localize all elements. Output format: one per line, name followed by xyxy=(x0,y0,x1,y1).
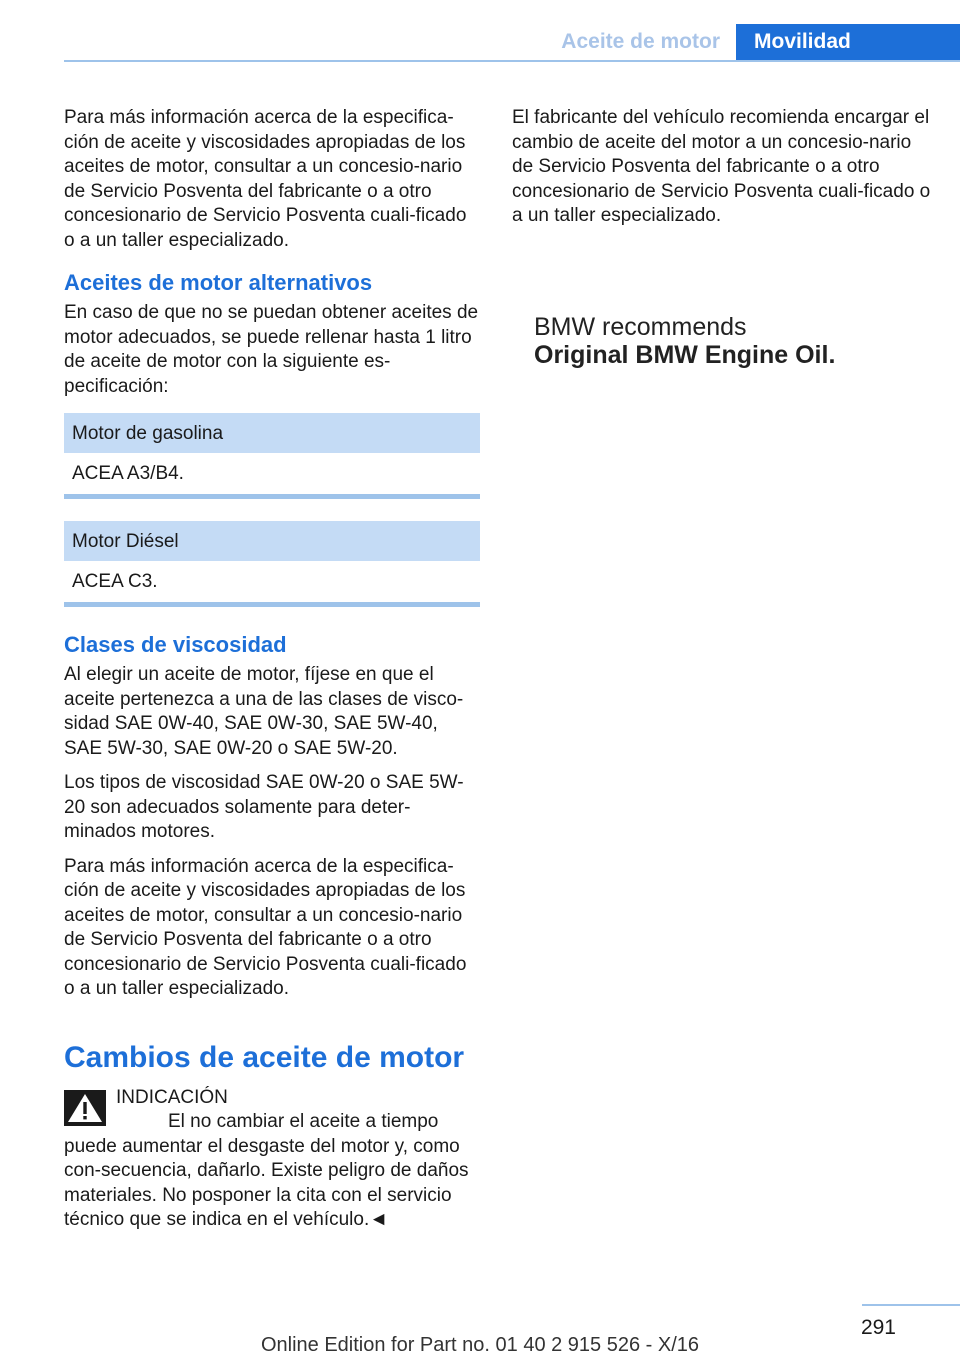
notice-text xyxy=(64,1110,480,1233)
notice-text-content: El no cambiar el aceite a tiempo puede aumentar el desgaste del motor y, como con-secuencia, dañarlo. Existe peligro de daños materiales. No posponer la cita con el servicio técnico que se indica en el vehículo.◄ xyxy=(64,1111,469,1230)
alternative-oils-text: En caso de que no se puedan obtener aceites de motor adecuados, se puede rellenar hasta 1 litro de aceite de motor con la siguiente es-pecificación: xyxy=(64,302,479,397)
footer-edition: Online Edition for Part no. 01 40 2 915 526 - X/16 xyxy=(260,1334,700,1356)
notice-block xyxy=(64,1086,480,1233)
gasoline-spec-table xyxy=(64,413,480,499)
footer-rule xyxy=(862,1304,960,1306)
intro-paragraph: Para más información acerca de la especifica-ción de aceite y viscosidades apropiadas de los aceites de motor, consultar a un concesio-nario de Servicio Posventa del fabricante o a otro concesionario de Servicio Posventa cuali-ficado o a un taller especializado. xyxy=(64,107,467,251)
advert-line-2: Original BMW Engine Oil. xyxy=(534,340,836,369)
viscosity-heading: Clases de viscosidad xyxy=(64,632,287,657)
gasoline-spec-header: Motor de gasolina xyxy=(64,413,480,453)
diesel-spec-value: ACEA C3. xyxy=(72,571,158,592)
notice-title: INDICACIÓN xyxy=(116,1086,228,1108)
bmw-oil-advert xyxy=(534,313,932,369)
page-number: 291 xyxy=(860,1316,896,1339)
left-column xyxy=(64,106,480,1233)
gasoline-spec-value: ACEA A3/B4. xyxy=(72,463,184,484)
header-rule xyxy=(64,60,960,62)
oil-change-heading: Cambios de aceite de motor xyxy=(64,1040,465,1074)
advert-line-1: BMW recommends xyxy=(534,312,747,341)
viscosity-text-3: Para más información acerca de la especifica-ción de aceite y viscosidades apropiadas de los aceites de motor, consultar a un concesio-nario de Servicio Posventa del fabricante o a otro concesionario de Servicio Posventa cuali-ficado o a un taller especializado. xyxy=(64,855,467,999)
diesel-spec-table xyxy=(64,521,480,607)
header-chapter-tab: Movilidad xyxy=(736,24,960,62)
warning-icon xyxy=(64,1090,106,1126)
diesel-spec-header: Motor Diésel xyxy=(64,521,480,561)
alternative-oils-heading: Aceites de motor alternativos xyxy=(64,270,373,295)
header-tabs xyxy=(561,24,960,62)
header-section-title: Aceite de motor xyxy=(561,30,720,53)
right-column xyxy=(512,106,932,369)
viscosity-text-1: Al elegir un aceite de motor, fíjese en que el aceite pertenezca a una de las clases de visco-sidad SAE 0W-40, SAE 0W-30, SAE 5W-40, SAE 5W-30, SAE 0W-20 o SAE 5W-20. xyxy=(64,664,464,759)
viscosity-text-2: Los tipos de viscosidad SAE 0W-20 o SAE 5W-20 son adecuados solamente para deter-minados motores. xyxy=(64,772,464,842)
recommendation-paragraph: El fabricante del vehículo recomienda encargar el cambio de aceite del motor a un concesio-nario de Servicio Posventa del fabricante o a otro concesionario de Servicio Posventa cuali-ficado o a un taller especializado. xyxy=(512,107,931,226)
